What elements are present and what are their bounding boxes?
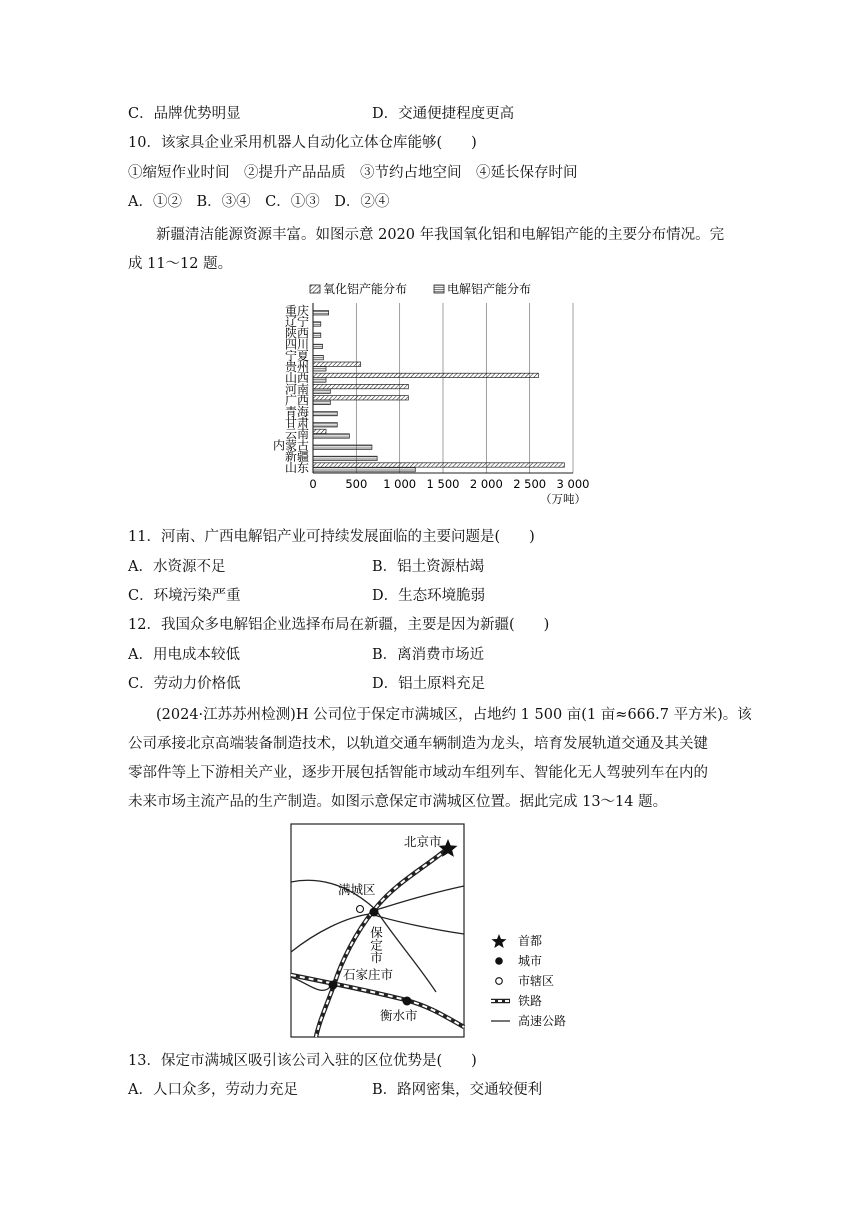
q11-option-a: A．水资源不足 <box>128 559 226 575</box>
bar-electrolytic-9 <box>313 411 337 415</box>
bar-alumina-14 <box>313 463 564 467</box>
q12-stem: 12．我国众多电解铝企业选择布局在新疆，主要是因为新疆( ) <box>128 617 550 633</box>
category-label: 云南 <box>284 427 309 442</box>
bar-alumina-5 <box>313 362 361 366</box>
bar-electrolytic-6 <box>313 378 326 382</box>
intro2-line1: (2024·江苏苏州检测)H 公司位于保定市满城区，占地约 1 500 亩(1 亩≈666.7 平方米)。该 <box>156 707 752 723</box>
intro2-line3: 零部件等上下游相关产业，逐步开展包括智能市域动车组列车、智能化无人驾驶列车在内的 <box>128 765 708 781</box>
district-circle-mancheng <box>357 906 364 913</box>
city-dot-shijiazhuang <box>329 981 338 990</box>
q13-option-b: B．路网密集，交通较便利 <box>372 1082 543 1098</box>
legend-label-capital: 首都 <box>518 934 543 948</box>
category-label: 山西 <box>284 371 309 386</box>
label-shijiazhuang: 石家庄市 <box>343 967 394 982</box>
x-tick-label: 2 500 <box>513 477 547 491</box>
q12-option-c: C．劳动力价格低 <box>128 676 241 692</box>
map-legend <box>491 933 566 1028</box>
legend-label-highway: 高速公路 <box>518 1014 567 1028</box>
q12-option-d: D．铝土原料充足 <box>372 676 486 692</box>
category-label: 陕西 <box>284 326 309 341</box>
category-label: 青海 <box>284 404 309 419</box>
bar-electrolytic-10 <box>313 423 337 427</box>
bar-alumina-11 <box>313 429 326 433</box>
q11-stem: 11．河南、广西电解铝产业可持续发展面临的主要问题是( ) <box>128 529 535 545</box>
category-label: 山东 <box>284 460 309 475</box>
category-label: 宁夏 <box>284 348 309 363</box>
legend-label-railway: 铁路 <box>518 994 543 1008</box>
label-beijing: 北京市 <box>404 834 442 849</box>
category-label: 甘肃 <box>284 416 309 430</box>
chart-legend <box>310 281 531 296</box>
bar-electrolytic-5 <box>313 367 326 371</box>
category-label: 内蒙古 <box>272 438 309 453</box>
q11-option-d: D．生态环境脆弱 <box>372 588 486 604</box>
baoding-location-map <box>286 822 586 1040</box>
q13-option-a: A．人口众多，劳动力充足 <box>128 1082 298 1098</box>
legend-district-circle-icon <box>496 978 503 985</box>
legend-label-city: 城市 <box>518 954 543 968</box>
q10-stem: 10．该家具企业采用机器人自动化立体仓库能够( ) <box>128 135 477 151</box>
q11-option-b: B．铝土资源枯竭 <box>372 559 485 575</box>
bar-electrolytic-8 <box>313 400 330 404</box>
bar-electrolytic-13 <box>313 456 377 460</box>
q12-option-a: A．用电成本较低 <box>128 647 240 663</box>
bar-electrolytic-0 <box>313 311 329 315</box>
q10-options: A．①② B．③④ C．①③ D．②④ <box>128 194 390 210</box>
q10-items: ①缩短作业时间 ②提升产品品质 ③节约占地空间 ④延长保存时间 <box>128 165 578 181</box>
legend-capital-star-icon <box>492 934 507 948</box>
legend-swatch-electrolytic <box>434 285 444 293</box>
label-mancheng: 满城区 <box>338 882 376 897</box>
x-tick-label: 1 000 <box>383 477 417 491</box>
bar-electrolytic-12 <box>313 445 372 449</box>
category-label: 重庆 <box>284 304 309 318</box>
q9-option-c: C．品牌优势明显 <box>128 106 241 122</box>
x-tick-label: 500 <box>345 477 368 491</box>
intro2-line2: 公司承接北京高端装备制造技术，以轨道交通车辆制造为龙头，培育发展轨道交通及其关键 <box>128 736 708 752</box>
bar-alumina-8 <box>313 396 408 400</box>
category-label: 四川 <box>284 337 309 352</box>
q11-option-c: C．环境污染严重 <box>128 588 241 604</box>
legend-label-district: 市辖区 <box>518 974 555 988</box>
bar-electrolytic-14 <box>313 467 415 471</box>
bar-alumina-7 <box>313 384 408 388</box>
city-dot-baoding <box>370 908 379 917</box>
aluminum-capacity-chart <box>272 278 602 518</box>
legend-city-dot-icon <box>495 957 503 965</box>
x-tick-label: 3 000 <box>556 477 590 491</box>
bar-alumina-6 <box>313 373 538 377</box>
x-tick-label: 1 500 <box>426 477 460 491</box>
label-hengshui: 衡水市 <box>380 1008 418 1023</box>
x-axis-unit: （万吨） <box>540 492 586 506</box>
legend-label-alumina: 氧化铝产能分布 <box>323 282 408 296</box>
bar-electrolytic-2 <box>313 333 321 337</box>
bar-electrolytic-1 <box>313 322 321 326</box>
city-dot-hengshui <box>403 997 412 1006</box>
bar-electrolytic-7 <box>313 389 330 393</box>
bar-electrolytic-4 <box>313 355 323 359</box>
category-label: 辽宁 <box>284 315 309 330</box>
q12-option-b: B．离消费市场近 <box>372 647 485 663</box>
x-tick-label: 0 <box>309 477 317 491</box>
category-label: 贵州 <box>284 360 309 374</box>
intro1-line1: 新疆清洁能源资源丰富。如图示意 2020 年我国氧化铝和电解铝产能的主要分布情况。完 <box>156 227 725 243</box>
intro2-line4: 未来市场主流产品的生产制造。如图示意保定市满城区位置。据此完成 13～14 题。 <box>128 794 668 810</box>
legend-label-electrolytic: 电解铝产能分布 <box>447 282 532 296</box>
bar-electrolytic-3 <box>313 344 323 348</box>
q13-stem: 13．保定市满城区吸引该公司入驻的区位优势是( ) <box>128 1053 477 1069</box>
x-tick-label: 2 000 <box>469 477 503 491</box>
label-baoding: 保定市 <box>368 926 384 964</box>
category-label: 新疆 <box>284 449 309 464</box>
category-label: 广西 <box>284 393 309 408</box>
bar-electrolytic-11 <box>313 434 349 438</box>
category-label: 河南 <box>284 382 309 397</box>
intro1-line2: 成 11～12 题。 <box>128 256 233 272</box>
q9-option-d: D．交通便捷程度更高 <box>372 106 515 122</box>
legend-swatch-alumina <box>310 285 320 293</box>
